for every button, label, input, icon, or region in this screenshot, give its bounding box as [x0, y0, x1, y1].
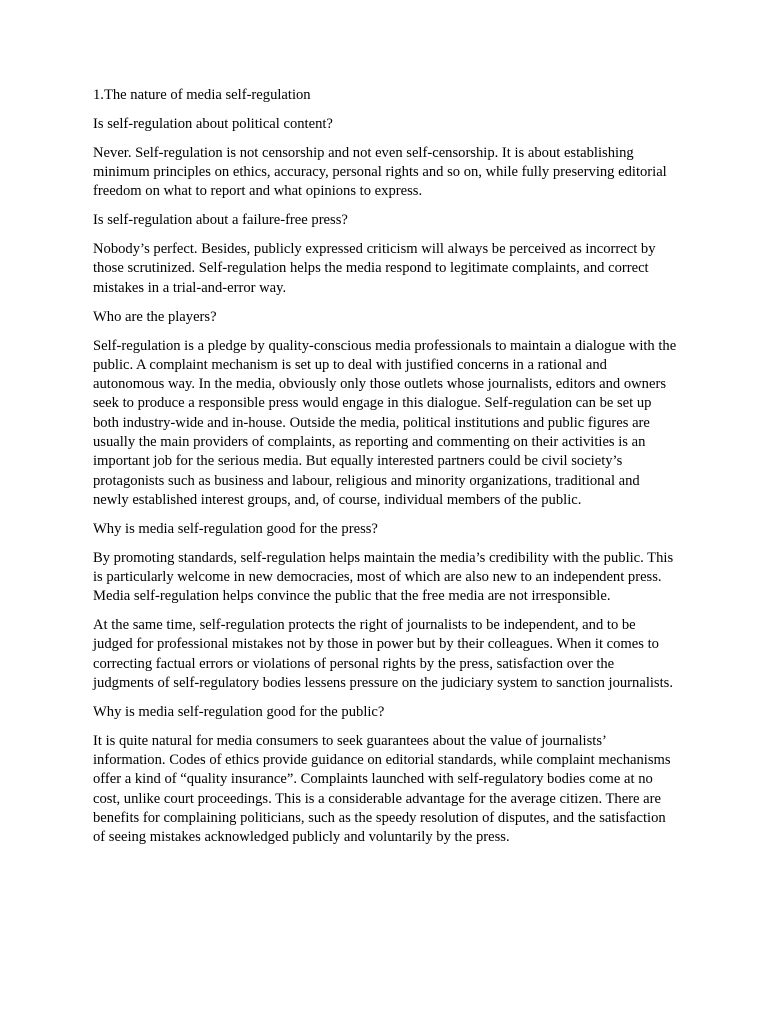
- section-question: Why is media self-regulation good for the press?: [93, 520, 378, 537]
- section-paragraph: Self-regulation is a pledge by quality-conscious media professionals to maintain a dialogue with the public. A complaint mechanism is set up to deal with justified concerns in a rational and autonomous way. In the media, obviously only those outlets whose journalists, editors and owners seek to produce a responsible press would engage in this dialogue. Self-regulation can be set up both industry-wide and in-house. Outside the media, political institutions and public figures are usually the main providers of complaints, as reporting and commenting on their activities is an important job for the serious media. But equally interested partners could be civil society’s protagonists such as business and labour, religious and minority organizations, traditional and newly established interest groups, and, of course, individual members of the public.: [93, 337, 677, 508]
- section-question: Who are the players?: [93, 308, 217, 325]
- section-paragraph: By promoting standards, self-regulation helps maintain the media’s credibility with the public. This is particularly welcome in new democracies, most of which are also new to an independent press. Media self-regulation helps convince the public that the free media are not irresponsible.: [93, 549, 674, 605]
- document-page: [93, 86, 678, 857]
- section-paragraph: At the same time, self-regulation protects the right of journalists to be independent, and to be judged for professional mistakes not by those in power but by their colleagues. When it comes to correcting factual errors or violations of personal rights by the press, satisfaction over the judgments of self-regulatory bodies lessens pressure on the judiciary system to sanction journalists.: [93, 617, 673, 692]
- section-paragraph: It is quite natural for media consumers to seek guarantees about the value of journalists’ information. Codes of ethics provide guidance on editorial standards, while complaint mechanisms offer a kind of “quality insurance”. Complaints launched with self-regulatory bodies come at no cost, unlike court proceedings. This is a considerable advantage for the average citizen. There are benefits for complaining politicians, such as the speedy resolution of disputes, and the satisfaction of seeing mistakes acknowledged publicly and voluntarily by the press.: [93, 732, 671, 846]
- section-question: Is self-regulation about political content?: [93, 115, 333, 132]
- document-title: 1.The nature of media self-regulation: [93, 87, 311, 103]
- section-paragraph: Never. Self-regulation is not censorship and not even self-censorship. It is about establishing minimum principles on ethics, accuracy, personal rights and so on, while fully preserving editorial freedom on what to report and what opinions to express.: [93, 144, 667, 200]
- section-question: Why is media self-regulation good for the public?: [93, 703, 385, 720]
- section-question: Is self-regulation about a failure-free press?: [93, 212, 348, 229]
- section-paragraph: Nobody’s perfect. Besides, publicly expressed criticism will always be perceived as incorrect by those scrutinized. Self-regulation helps the media respond to legitimate complaints, and correct mistakes in a trial-and-error way.: [93, 241, 656, 296]
